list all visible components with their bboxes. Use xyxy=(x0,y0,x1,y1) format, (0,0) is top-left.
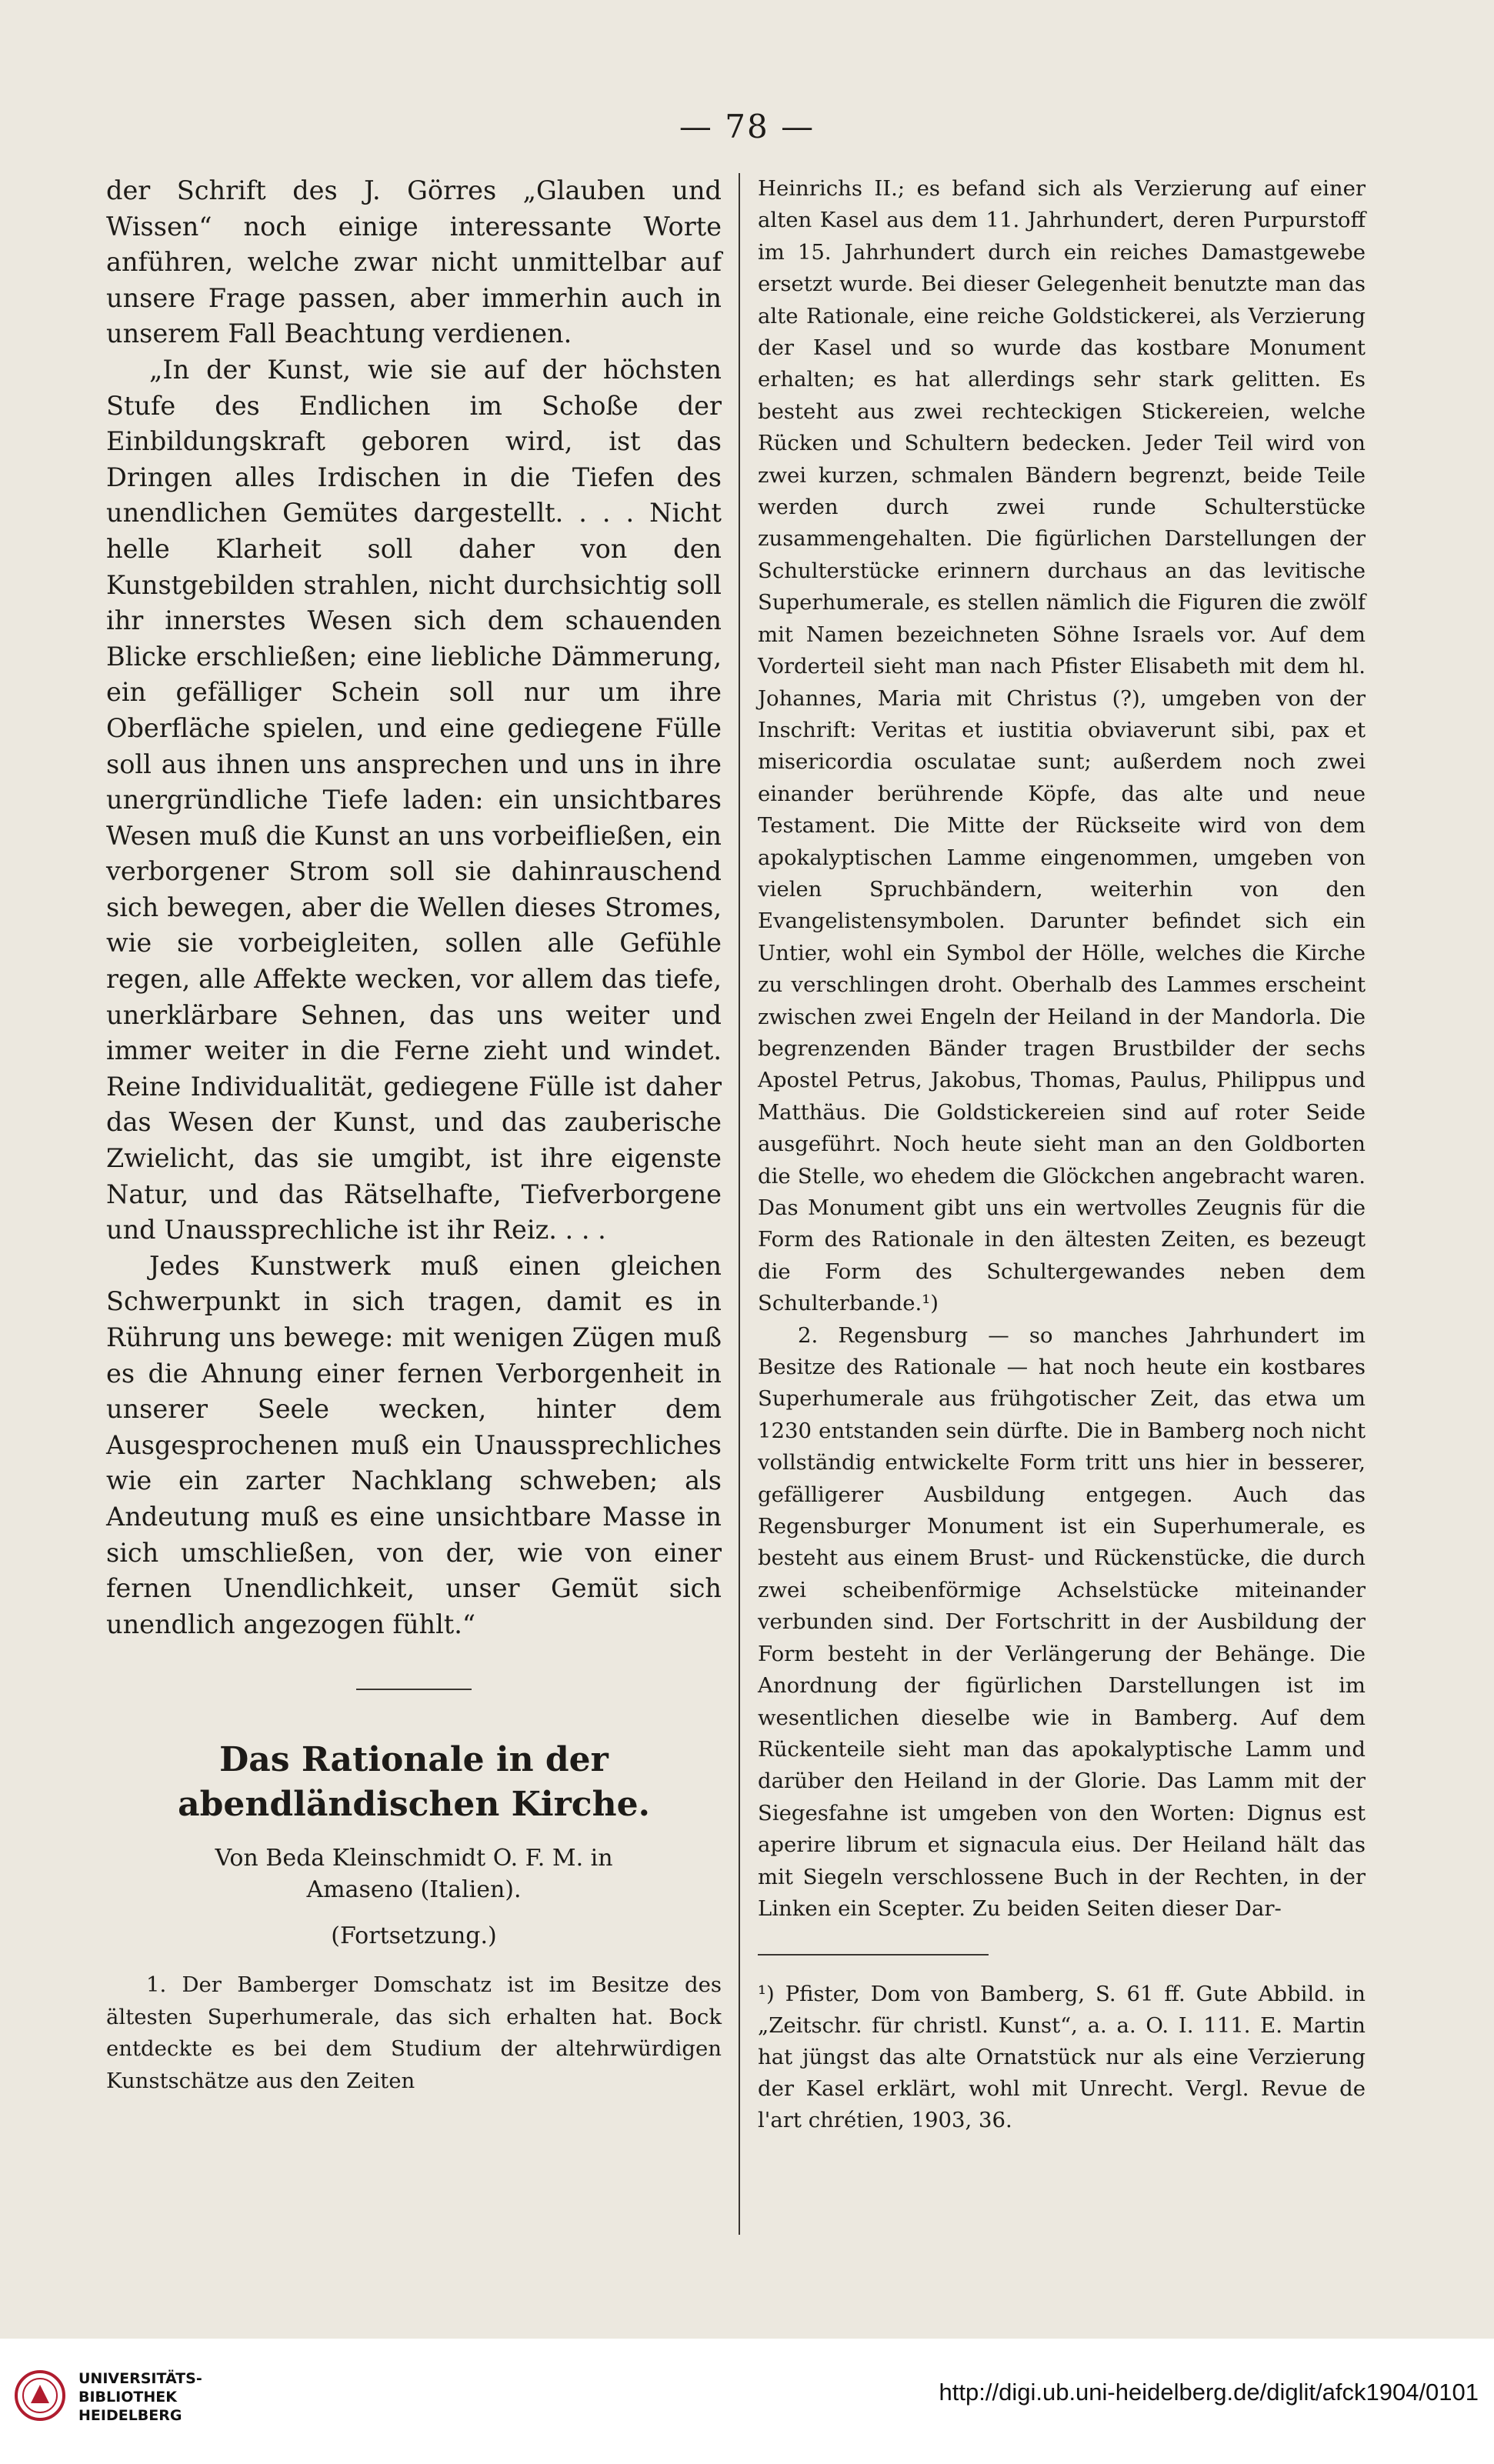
column-divider xyxy=(739,173,740,2235)
library-name-line: BIBLIOTHEK xyxy=(78,2389,177,2406)
source-url-link[interactable]: http://digi.ub.uni-heidelberg.de/diglit/afck1904/0101 xyxy=(939,2379,1479,2406)
footnote-divider xyxy=(758,1954,989,1956)
paragraph: „In der Kunst, wie sie auf der höchsten Stufe des Endlichen im Schoße der Einbildungskraft geboren wird, ist das Dringen alles Irdischen in die Tiefen des unendlichen Gemütes dargestellt. . . . Nicht helle Klarheit soll daher von den Kunstgebilden strahlen, nicht durchsichtig soll ihr innerstes Wesen sich dem schauenden Blicke erschließen; eine liebliche Dämmerung, ein gefälliger Schein soll nur um ihre Oberfläche spielen, und eine gediegene Fülle soll aus ihnen uns ansprechen und uns in ihre unergründliche Tiefe laden: ein unsichtbares Wesen muß die Kunst an uns vorbeifließen, ein verborgener Strom soll sie dahinrauschend sich bewegen, aber die Wellen dieses Stromes, wie sie vorbeigleiten, sollen alle Gefühle regen, alle Affekte wecken, vor allem das tiefe, unerklärbare Sehnen, das uns weiter und immer weiter in die Ferne zieht und windet. Reine Individualität, gediegene Fülle ist daher das Wesen der Kunst, und das zauberische Zwielicht, das sie umgibt, ist ihre eigenste Natur, und das Rätselhafte, Tiefverborgene und Unaussprechliche ist ihr Reiz. . . . xyxy=(106,354,722,1245)
section-divider xyxy=(356,1689,472,1690)
author-location: Amaseno (Italien). xyxy=(306,1876,522,1904)
footnote: ¹) Pfister, Dom von Bamberg, S. 61 ff. Gute Abbild. in „Zeitschr. für christl. Kunst“, a. a. O. I. 111. E. Martin hat jüngst das alte Ornatstück nur als eine Verzierung der Kasel erklärt, wohl mit Unrecht. Vergl. Revue de l'art chrétien, 1903, 36. xyxy=(758,1982,1366,2133)
paragraph: 1. Der Bamberger Domschatz ist im Besitze des ältesten Superhumerale, das sich erhalten hat. Bock entdeckte es bei dem Studium der altehrwürdigen Kunstschätze aus den Zeiten xyxy=(106,1972,722,2093)
library-name-line: UNIVERSITÄTS- xyxy=(78,2370,202,2387)
left-column xyxy=(106,173,722,2097)
page-number: — 78 — xyxy=(679,108,815,145)
library-name xyxy=(78,2369,202,2425)
author-line: Von Beda Kleinschmidt O. F. M. in xyxy=(215,1845,613,1872)
paragraph: der Schrift des J. Görres „Glauben und Wissen“ noch einige interessante Worte anführen, welche zwar nicht unmittelbar auf unsere Frage passen, aber immerhin auch in unserem Fall Beachtung verdienen. xyxy=(106,175,722,349)
paragraph: Jedes Kunstwerk muß einen gleichen Schwerpunkt in sich tragen, damit es in Rührung uns bewege: mit wenigen Zügen muß es die Ahnung einer fernen Verborgenheit in unserer Seele wecken, hinter dem Ausgesprochenen muß ein Unaussprechliches wie ein zarter Nachklang schweben; als Andeutung muß es eine unsichtbare Masse in sich umschließen, von der, wie von einer fernen Unendlichkeit, unser Gemüt sich unendlich angezogen fühlt.“ xyxy=(106,1250,722,1639)
article-title: Das Rationale in der abendländischen Kirche. xyxy=(178,1740,650,1825)
paragraph: Heinrichs II.; es befand sich als Verzierung auf einer alten Kasel aus dem 11. Jahrhundert, deren Purpurstoff im 15. Jahrhundert durch ein reiches Damastgewebe ersetzt wurde. Bei dieser Gelegenheit benutzte man das alte Rationale, eine reiche Goldstickerei, als Verzierung der Kasel und so wurde das kostbare Monument erhalten; es hat allerdings sehr stark gelitten. Es besteht aus zwei rechteckigen Stickereien, welche Rücken und Schultern bedecken. Jeder Teil wird von zwei kurzen, schmalen Bändern begrenzt, beide Teile werden durch zwei runde Schulterstücke zusammengehalten. Die figürlichen Darstellungen der Schulterstücke erinnern durchaus an das levitische Superhumerale, es stellen nämlich die Figuren die zwölf mit Namen bezeichneten Söhne Israels vor. Auf dem Vorderteil sieht man nach Pfister Elisabeth mit dem hl. Johannes, Maria mit Christus (?), umgeben von der Inschrift: Veritas et iustitia obviaverunt sibi, pax et misericordia osculatae sunt; außerdem noch zwei einander berührende Köpfe, das alte und neue Testament. Die Mitte der Rückseite wird von dem apokalyptischen Lamme eingenommen, umgeben von vielen Spruchbändern, weiterhin von den Evangelistensymbolen. Darunter befindet sich ein Untier, wohl ein Symbol der Hölle, welches die Kirche zu verschlingen droht. Oberhalb des Lammes erscheint zwischen zwei Engeln der Heiland in der Mandorla. Die begrenzenden Bänder tragen Brustbilder der sechs Apostel Petrus, Jakobus, Thomas, Paulus, Philippus und Matthäus. Die Goldstickereien sind auf roter Seide ausgeführt. Noch heute sieht man an den Goldborten die Stelle, wo ehedem die Glöckchen angebracht waren. Das Monument gibt uns ein wertvolles Zeugnis für die Form des Rationale in den ältesten Zeiten, es bezeugt die Form des Schultergewandes neben dem Schulterbande.¹) xyxy=(758,176,1366,1316)
library-logo-icon xyxy=(14,2369,66,2422)
right-column xyxy=(758,173,1366,2136)
continued-note: (Fortsetzung.) xyxy=(331,1922,497,1950)
library-name-line: HEIDELBERG xyxy=(78,2407,182,2424)
footer xyxy=(0,2339,1494,2464)
paragraph: 2. Regensburg — so manches Jahrhundert im Besitze des Rationale — hat noch heute ein kostbares Superhumerale aus frühgotischer Zeit, das etwa um 1230 entstanden sein dürfte. Die in Bamberg noch nicht vollständig entwickelte Form tritt uns hier in besserer, gefälligerer Ausbildung entgegen. Auch das Regensburger Monument ist ein Superhumerale, es besteht aus einem Brust- und Rückenstücke, die durch zwei scheibenförmige Achselstücke miteinander verbunden sind. Der Fortschritt in der Ausbildung der Form besteht in der Verlängerung der Behänge. Die Anordnung der figürlichen Darstellungen ist im wesentlichen dieselbe wie in Bamberg. Auf dem Rückenteile sieht man das apokalyptische Lamm und darüber den Heiland in der Glorie. Das Lamm mit der Siegesfahne ist umgeben von den Worten: Dignus est aperire librum et signacula eius. Der Heiland hält das mit Siegeln verschlossene Buch in der Rechten, in der Linken ein Scepter. Zu beiden Seiten dieser Dar- xyxy=(758,1322,1366,1921)
